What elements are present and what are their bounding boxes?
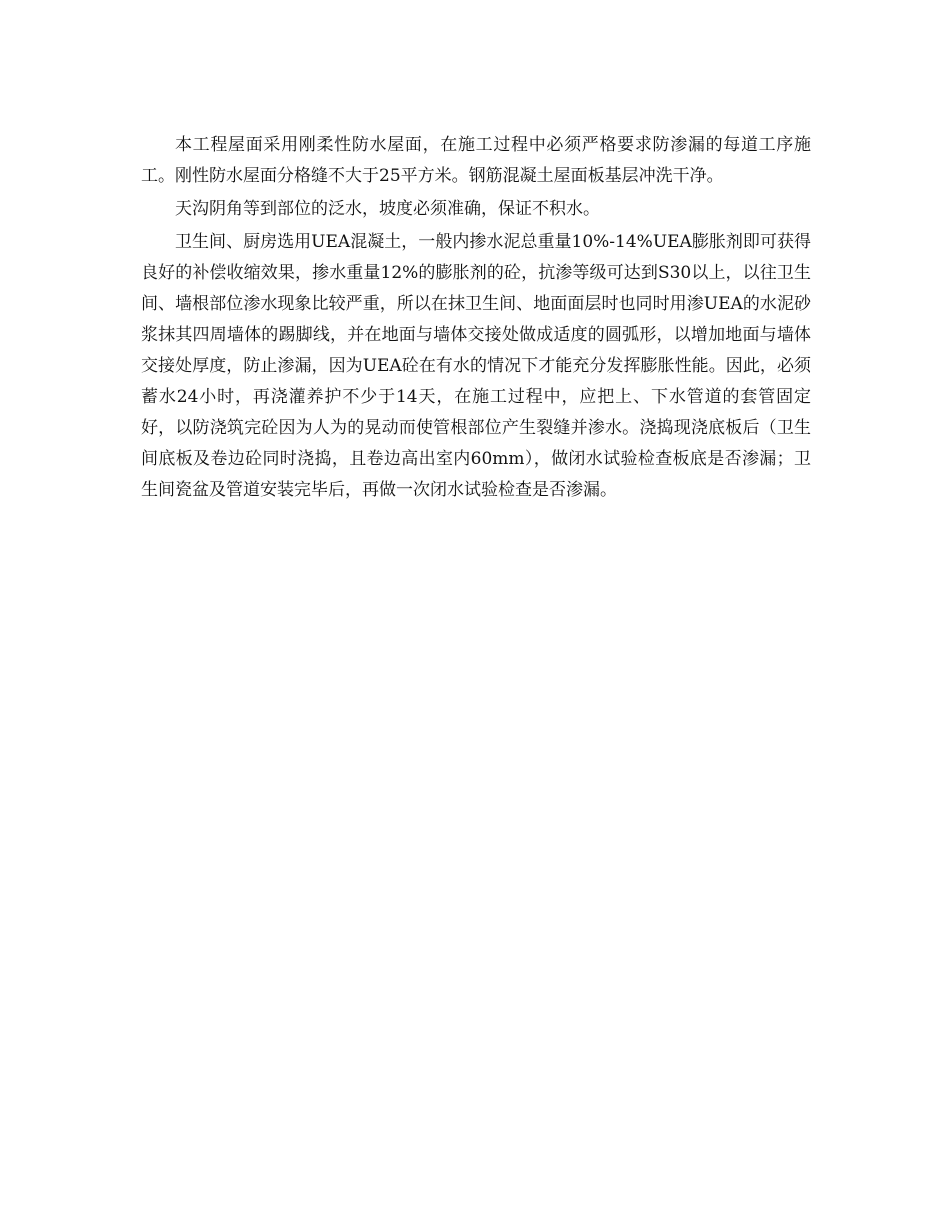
- document-body: [141, 130, 811, 506]
- paragraph-gutter-flashing: 天沟阴角等到部位的泛水，坡度必须准确，保证不积水。: [175, 199, 600, 219]
- paragraph-bathroom-uea-concrete: 卫生间、厨房选用UEA混凝土，一般内掺水泥总重量10%-14%UEA膨胀剂即可获得良好的补偿收缩效果，掺水重量12%的膨胀剂的砼，抗渗等级可达到S30以上，以往卫生间、墙根部位渗水现象比较严重，所以在抹卫生间、地面面层时也同时用渗UEA的水泥砂浆抹其四周墙体的踢脚线，并在地面与墙体交接处做成适度的圆弧形，以增加地面与墙体交接处厚度，防止渗漏，因为UEA砼在有水的情况下才能充分发挥膨胀性能。因此，必须蓄水24小时，再浇灌养护不少于14天，在施工过程中，应把上、下水管道的套管固定好，以防浇筑完砼因为人为的晃动而使管根部位产生裂缝并渗水。浇捣现浇底板后（卫生间底板及卷边砼同时浇捣，且卷边高出室内60mm），做闭水试验检查板底是否渗漏；卫生间瓷盆及管道安装完毕后，再做一次闭水试验检查是否渗漏。: [141, 232, 811, 500]
- paragraph-roof-waterproofing: 本工程屋面采用刚柔性防水屋面，在施工过程中必须严格要求防渗漏的每道工序施工。刚性防水屋面分格缝不大于25平方米。钢筋混凝土屋面板基层冲洗干净。: [141, 135, 811, 186]
